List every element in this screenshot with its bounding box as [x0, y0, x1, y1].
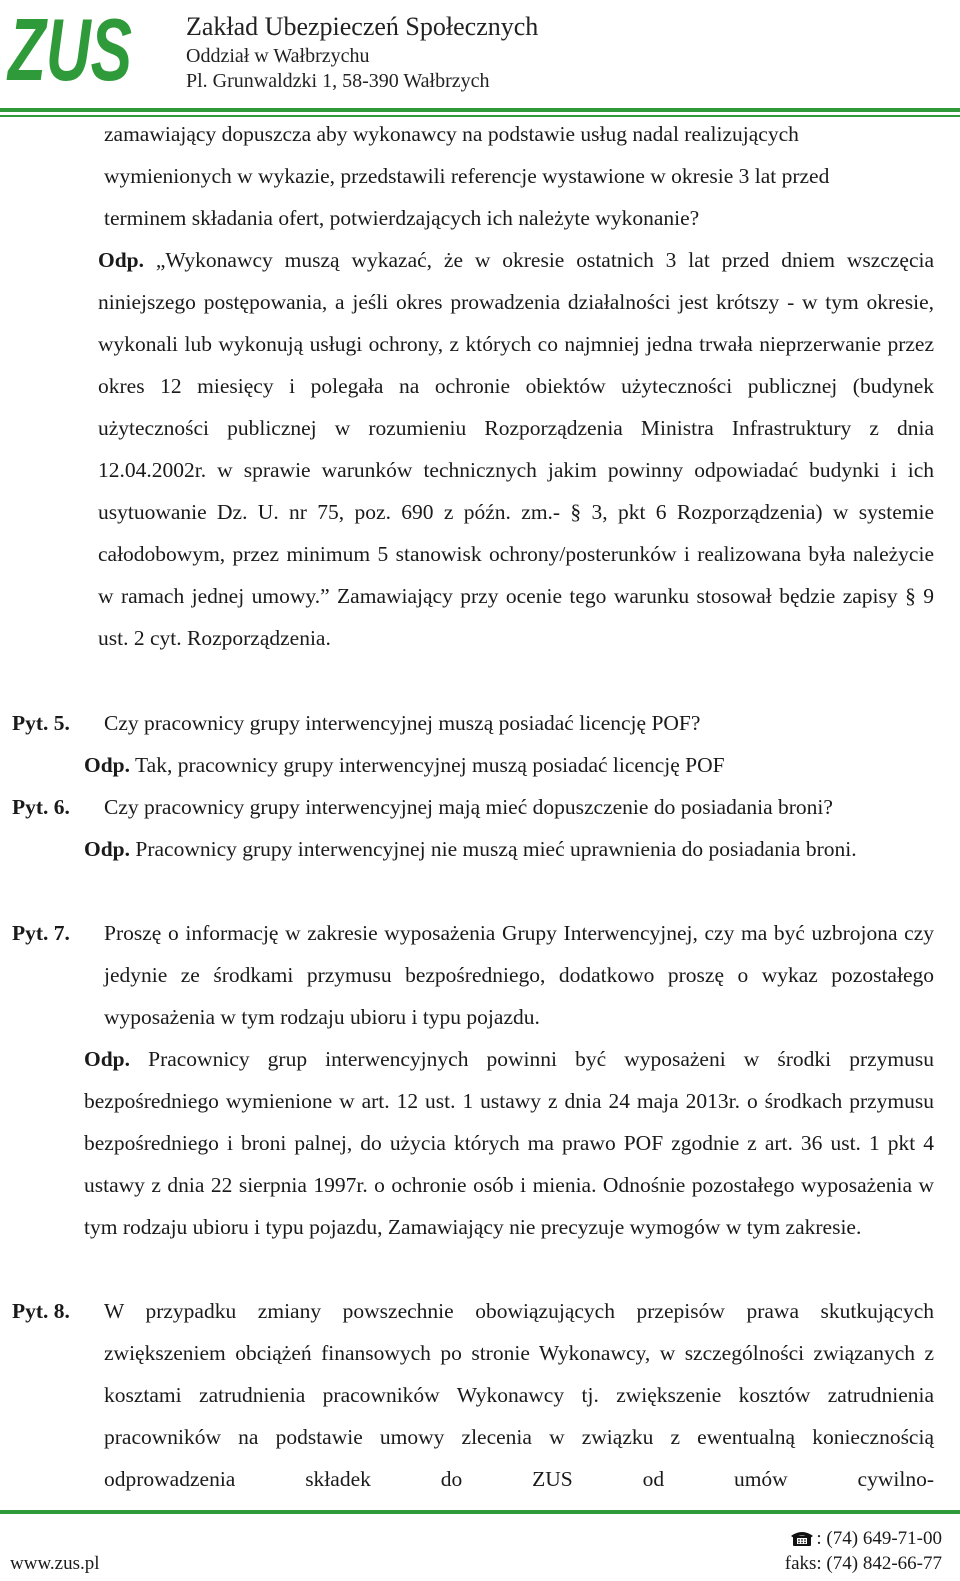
- answer-text: Pracownicy grup interwencyjnych powinni być wyposażeni w środki przymusu bezpośredniego wymienione w art. 12 ust. 1 ustawy z dnia 24 maja 2013r. o środkach przymusu bezpośredniego i broni palnej, do użycia których ma prawo POF zgodnie z art. 36 ust. 1 pkt 4 ustawy z dnia 22 sierpnia 1997r. o ochronie osób i mienia. Odnośnie pozostałego wyposażenia w tym rodzaju ubioru i typu pojazdu, Zamawiający nie precyzuje wymogów w tym zakresie.: [84, 1047, 935, 1239]
- question-4-continuation: [104, 113, 934, 239]
- branch-name: Oddział w Wałbrzychu: [186, 45, 370, 67]
- footer-rule: [0, 1510, 960, 1514]
- answer-label: Odp.: [84, 753, 131, 777]
- footer-website: www.zus.pl: [10, 1553, 100, 1574]
- logo-text: ZUS: [5, 0, 132, 99]
- phone-number: : (74) 649-71-00: [816, 1528, 942, 1549]
- line-1: zamawiający dopuszcza aby wykonawcy na podstawie usług nadal realizujących: [104, 122, 799, 146]
- answer-6: [84, 828, 934, 870]
- letterhead: [0, 0, 960, 120]
- zus-logo: [5, 0, 134, 99]
- question-5-label: Pyt. 5.: [12, 711, 70, 735]
- answer-5: [84, 744, 934, 786]
- question-7-label: Pyt. 7.: [12, 921, 70, 945]
- answer-text: Tak, pracownicy grupy interwencyjnej muszą posiadać licencję POF: [135, 753, 725, 777]
- line-2: wymienionych w wykazie, przedstawili referencje wystawione w okresie 3 lat przed: [104, 164, 830, 188]
- footer-fax: faks: (74) 842-66-77: [784, 1553, 942, 1574]
- question-7-text: Proszę o informację w zakresie wyposażenia Grupy Interwencyjnej, czy ma być uzbrojona czy jedynie ze środkami przymusu bezpośredniego, dodatkowo proszę o wykaz pozostałego wyposażenia w tym rodzaju ubioru i typu pojazdu.: [104, 921, 934, 1029]
- answer-text: Pracownicy grupy interwencyjnej nie muszą mieć uprawnienia do posiadania broni.: [135, 837, 857, 861]
- footer-phone: [790, 1528, 942, 1550]
- question-5-text: Czy pracownicy grupy interwencyjnej muszą posiadać licencję POF?: [104, 711, 701, 735]
- answer-4: [98, 239, 934, 659]
- question-6-label: Pyt. 6.: [12, 795, 70, 819]
- organization-name: Zakład Ubezpieczeń Społecznych: [186, 12, 539, 41]
- telephone-icon: [790, 1530, 814, 1546]
- question-6-text: Czy pracownicy grupy interwencyjnej mają mieć dopuszczenie do posiadania broni?: [104, 795, 833, 819]
- question-8-label: Pyt. 8.: [12, 1299, 70, 1323]
- header-rule-thick: [0, 108, 960, 112]
- line-3: terminem składania ofert, potwierdzających ich należyte wykonanie?: [104, 206, 700, 230]
- answer-label: Odp.: [84, 837, 131, 861]
- answer-7: [84, 1038, 934, 1248]
- answer-text: „Wykonawcy muszą wykazać, że w okresie ostatnich 3 lat przed dniem wszczęcia niniejszego postępowania, a jeśli okres prowadzenia działalności jest krótszy - w tym okresie, wykonali lub wykonują usługi ochrony, z których co najmniej jedna trwała nieprzerwanie przez okres 12 miesięcy i polegała na ochronie obiektów użyteczności publicznej (budynek użyteczności publicznej w rozumieniu Rozporządzenia Ministra Infrastruktury z dnia 12.04.2002r. w sprawie warunków technicznych jakim powinny odpowiadać budynki i ich usytuowanie Dz. U. nr 75, poz. 690 z późn. zm.- § 3, pkt 6 Rozporządzenia) w systemie całodobowym, przez minimum 5 stanowisk ochrony/posterunków i realizowana była należycie w ramach jednej umowy.” Zamawiający przy ocenie tego warunku stosował będzie zapisy § 9 ust. 2 cyt. Rozporządzenia.: [98, 248, 935, 650]
- question-8-text: W przypadku zmiany powszechnie obowiązujących przepisów prawa skutkujących zwiększeniem obciążeń finansowych po stronie Wykonawcy, w szczególności związanych z kosztami zatrudnienia pracowników Wykonawcy tj. zwiększenie kosztów zatrudnienia pracowników na podstawie umowy zlecenia w związku z ewentualną koniecznością odprowadzenia składek do ZUS od umów cywilno-: [104, 1299, 934, 1491]
- organization-block: [186, 10, 538, 94]
- answer-label: Odp.: [98, 248, 145, 272]
- branch-address: Pl. Grunwaldzki 1, 58-390 Wałbrzych: [186, 70, 490, 92]
- answer-label: Odp.: [84, 1047, 131, 1071]
